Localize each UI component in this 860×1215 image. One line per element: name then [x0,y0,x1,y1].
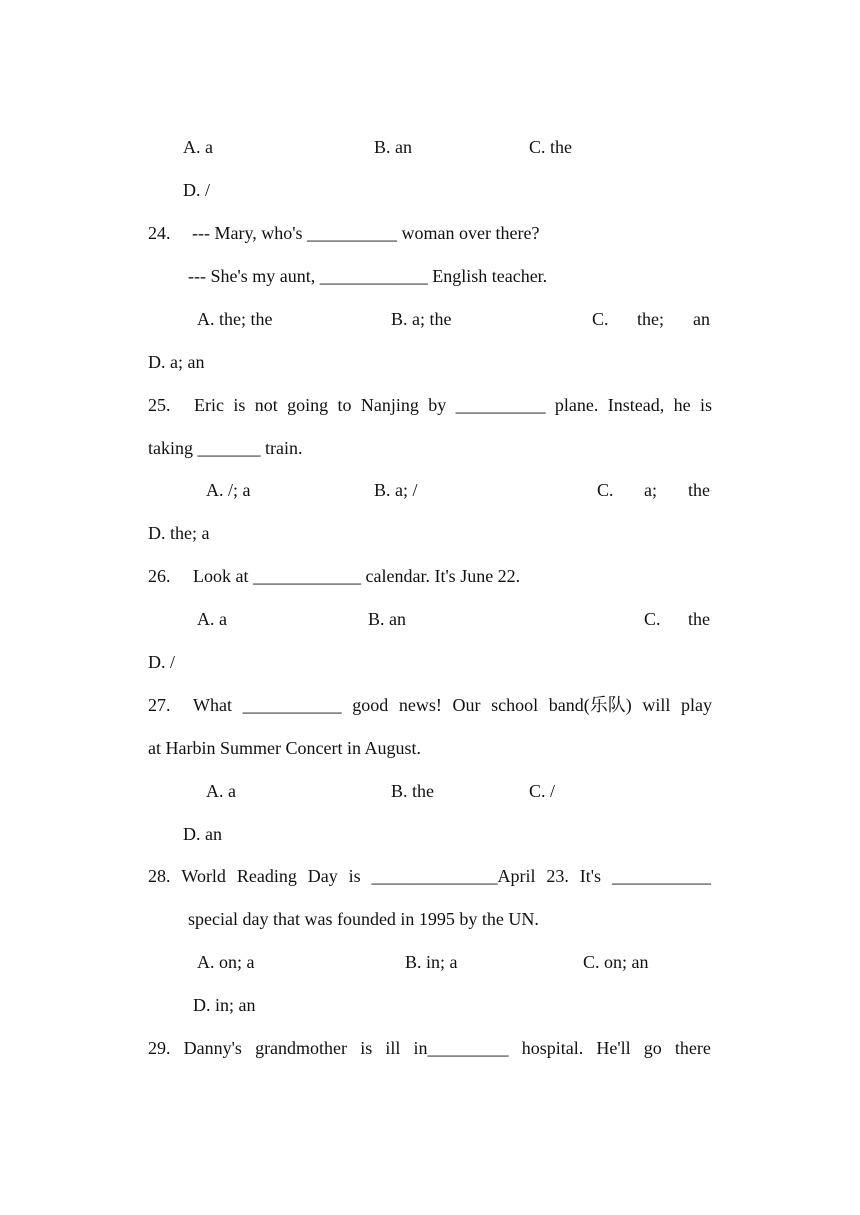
q25-question-line-2: taking _______ train. [148,438,303,458]
q24-option-c-part2: an [693,309,710,329]
q27-question-line-2: at Harbin Summer Concert in August. [148,738,421,758]
q27-word: school [491,695,539,715]
q25-word: by [428,395,447,415]
q24-dialogue-line-2: --- She's my aunt, ____________ English teacher. [188,266,548,286]
q28-question-line-1 [148,865,711,887]
q27-question-line-1 [193,694,712,716]
q28-option-d: D. in; an [193,995,256,1015]
q25-word: Eric [194,395,224,415]
q29-blank: in_________ [413,1038,509,1058]
q27-word: will [642,695,671,715]
q25-word: he [673,395,691,415]
q23-option-c: C. the [529,137,572,157]
q26-option-b: B. an [368,609,406,629]
q27-option-a: A. a [206,781,236,801]
q28-option-b: B. in; a [405,952,458,972]
q29-word: there [674,1038,711,1058]
q26-number: 26. [148,566,171,586]
q26-option-c-label: C. [644,609,661,629]
q24-option-d: D. a; an [148,352,205,372]
q27-option-d: D. an [183,824,222,844]
q28-option-a: A. on; a [197,952,255,972]
q25-option-b: B. a; / [374,480,418,500]
q24-dialogue-line-1: --- Mary, who's __________ woman over there? [192,223,540,243]
q28-word: Day [307,866,338,886]
q28-blank: ___________ [611,866,711,886]
q28-word: Reading [236,866,297,886]
q27-number: 27. [148,695,171,715]
q27-word: news! [398,695,442,715]
q29-word: ill [385,1038,401,1058]
q25-option-c-part2: the [688,480,710,500]
q24-option-c-part1: the; [637,309,664,329]
q25-word: Nanjing [360,395,419,415]
q26-option-d: D. / [148,652,175,672]
q28-word: It's [579,866,602,886]
q24-option-b: B. a; the [391,309,452,329]
q25-word: going [287,395,329,415]
q25-word: is [699,395,712,415]
q28-option-c: C. on; an [583,952,649,972]
q29-number: 29. [148,1038,171,1058]
q25-word: to [337,395,352,415]
q29-word: hospital. [521,1038,584,1058]
q27-option-c: C. / [529,781,556,801]
q26-question-line-1: Look at ____________ calendar. It's June 22. [193,566,521,586]
q29-word: is [360,1038,373,1058]
q24-option-c-label: C. [592,309,609,329]
q27-word: Our [452,695,481,715]
q29-word: He'll [596,1038,631,1058]
q23-option-a: A. a [183,137,213,157]
q27-word: band(乐队) [548,695,632,715]
q25-option-d: D. the; a [148,523,210,543]
q23-option-b: B. an [374,137,412,157]
q24-number: 24. [148,223,171,243]
q28-question-line-2: special day that was founded in 1995 by the UN. [188,909,539,929]
q24-option-a: A. the; the [197,309,273,329]
q25-word: plane. [554,395,599,415]
q28-number: 28. [148,866,171,886]
q28-blank: ______________April [371,866,536,886]
q25-option-c-part1: a; [644,480,657,500]
q25-option-a: A. /; a [206,480,251,500]
q27-word: play [680,695,712,715]
q25-question-line-1 [194,394,712,416]
q29-word: grandmother [255,1038,348,1058]
q26-option-c-value: the [688,609,710,629]
q25-option-c-label: C. [597,480,614,500]
q27-option-b: B. the [391,781,434,801]
q25-word: not [254,395,278,415]
q25-number: 25. [148,395,171,415]
q27-word: What [193,695,232,715]
q28-word: 23. [546,866,569,886]
q27-word: good [352,695,389,715]
q29-word: go [643,1038,662,1058]
q26-option-a: A. a [197,609,227,629]
q29-word: Danny's [183,1038,242,1058]
q29-question-line-1 [148,1037,711,1059]
q25-word: Instead, [607,395,665,415]
q28-word: is [348,866,361,886]
q25-word: is [233,395,246,415]
q25-blank: __________ [455,395,546,415]
q23-option-d: D. / [183,180,210,200]
q28-word: World [181,866,226,886]
q27-blank: ___________ [242,695,342,715]
